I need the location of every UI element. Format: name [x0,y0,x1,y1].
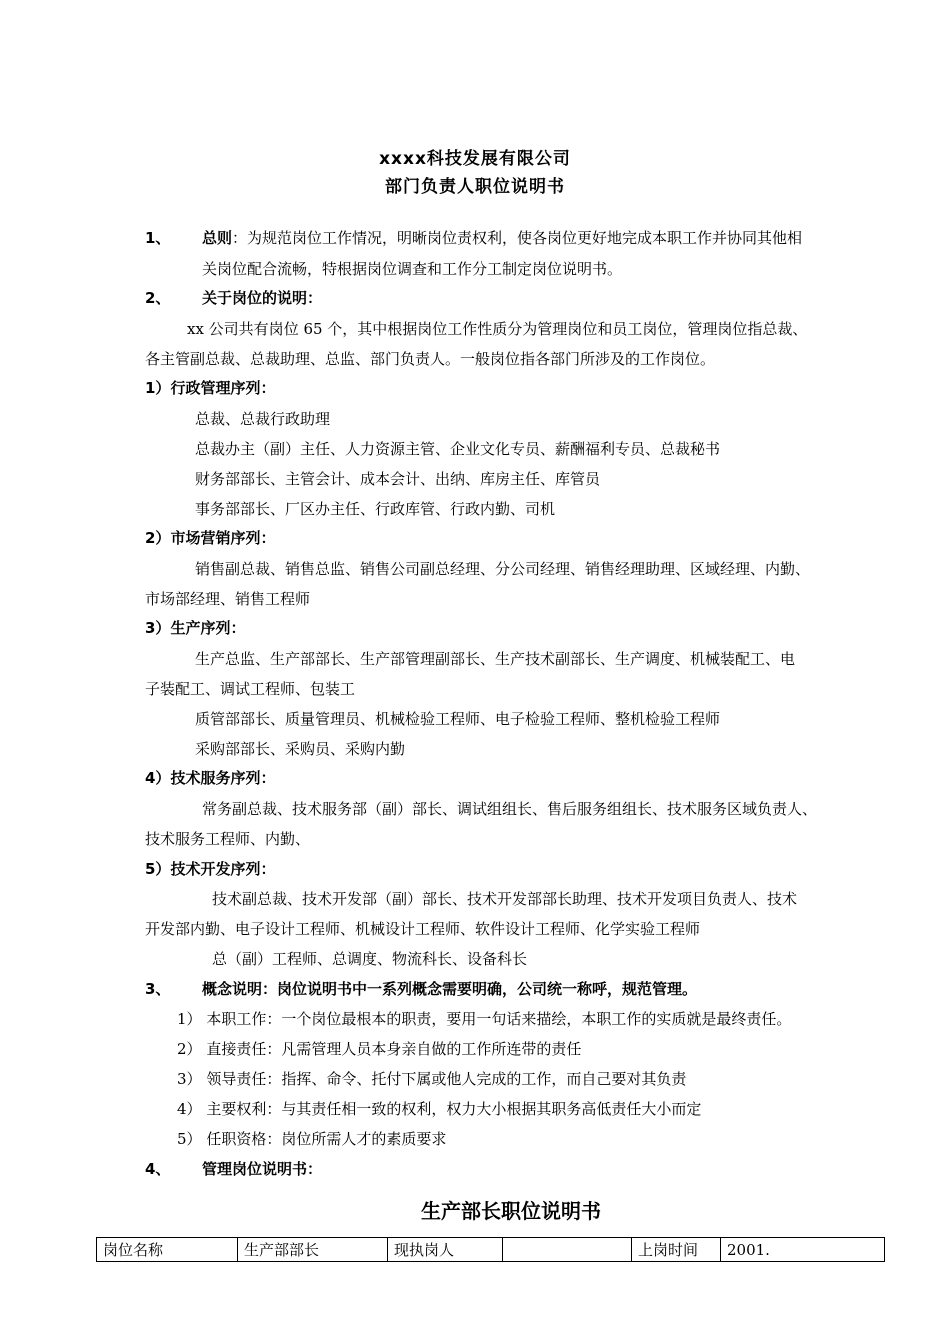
section-1-text: ：为规范岗位工作情况，明晰岗位责权利，使各岗位更好地完成本职工作并协同其他相 [232,229,803,247]
section-2-heading: 关于岗位的说明： [202,289,323,307]
series-1-number: 1） [145,379,171,397]
series-3-number: 3） [145,619,171,637]
series-2-number: 2） [145,529,171,547]
section-1-label: 总则 [202,229,233,247]
series-5-number: 5） [145,860,171,878]
series-4-number: 4） [145,769,171,787]
section-2-para-line-1: xx 公司共有岗位 65 个，其中根据岗位工作性质分为管理岗位和员工岗位，管理岗位指总裁、 [187,320,808,338]
series-3-title: 生产序列： [170,619,246,637]
series-5-line: 技术副总裁、技术开发部（副）部长、技术开发部部长助理、技术开发项目负责人、技术 [212,890,798,908]
concept-item-2 [177,1038,581,1060]
series-1-title: 行政管理序列： [170,379,276,397]
concept-item-3 [177,1068,686,1090]
concept-item-5 [177,1128,446,1150]
table-cell-label: 上岗时间 [632,1238,721,1262]
series-2-line: 销售副总裁、销售总监、销售公司副总经理、分公司经理、销售经理助理、区域经理、内勤、 [195,560,811,578]
table-cell-value [503,1238,632,1262]
job-info-table [96,1237,885,1262]
series-5-line: 总（副）工程师、总调度、物流科长、设备科长 [212,950,528,968]
concept-item-number: 4） [177,1100,202,1118]
series-1-line: 总裁、总裁行政助理 [195,410,331,428]
series-5-title: 技术开发序列： [170,860,276,878]
series-3-line: 子装配工、调试工程师、包装工 [145,680,356,698]
series-5-heading [145,858,275,880]
series-2-heading [145,527,275,549]
series-1-line: 财务部部长、主管会计、成本会计、出纳、库房主任、库管员 [195,470,601,488]
section-1-number: 1、 [145,229,171,247]
series-2-line: 市场部经理、销售工程师 [145,590,311,608]
series-3-line: 生产总监、生产部部长、生产部管理副部长、生产技术副部长、生产调度、机械装配工、电 [195,650,796,668]
concept-item-number: 1） [177,1010,202,1028]
concept-item-number: 2） [177,1040,202,1058]
company-title: xxxx科技发展有限公司 [379,149,571,169]
table-cell-label: 现执岗人 [388,1238,503,1262]
concept-item-1 [177,1008,791,1030]
concept-item-text: 直接责任：凡需管理人员本身亲自做的工作所连带的责任 [206,1040,582,1058]
document-title: 部门负责人职位说明书 [385,177,565,197]
series-1-line: 事务部部长、厂区办主任、行政库管、行政内勤、司机 [195,500,556,518]
series-2-title: 市场营销序列： [170,529,276,547]
section-4-heading: 管理岗位说明书： [202,1160,323,1178]
table-row [97,1238,885,1262]
series-4-line: 技术服务工程师、内勤、 [145,830,311,848]
section-3-number: 3、 [145,980,171,998]
concept-item-text: 本职工作：一个岗位最根本的职责，要用一句话来描绘，本职工作的实质就是最终责任。 [206,1010,792,1028]
concept-item-text: 领导责任：指挥、命令、托付下属或他人完成的工作，而自己要对其负责 [206,1070,687,1088]
job-description-title: 生产部长职位说明书 [421,1199,601,1223]
table-cell-value: 2001. [721,1238,885,1262]
series-1-line: 总裁办主（副）主任、人力资源主管、企业文化专员、薪酬福利专员、总裁秘书 [195,440,721,458]
section-1-line-1 [202,227,802,249]
section-3-heading: 概念说明：岗位说明书中一系列概念需要明确，公司统一称呼，规范管理。 [202,980,698,998]
series-4-line: 常务副总裁、技术服务部（副）部长、调试组组长、售后服务组组长、技术服务区域负责人、 [202,800,818,818]
section-1-line-2: 关岗位配合流畅，特根据岗位调查和工作分工制定岗位说明书。 [202,260,623,278]
series-1-heading [145,377,275,399]
section-4-number: 4、 [145,1160,171,1178]
series-4-title: 技术服务序列： [170,769,276,787]
table-cell-value: 生产部部长 [238,1238,388,1262]
table-cell-label: 岗位名称 [97,1238,238,1262]
concept-item-number: 3） [177,1070,202,1088]
concept-item-text: 主要权利：与其责任相一致的权利，权力大小根据其职务高低责任大小而定 [206,1100,702,1118]
concept-item-text: 任职资格：岗位所需人才的素质要求 [206,1130,447,1148]
series-4-heading [145,767,275,789]
section-2-number: 2、 [145,289,171,307]
series-3-heading [145,617,245,639]
concept-item-4 [177,1098,701,1120]
series-3-line: 采购部部长、采购员、采购内勤 [195,740,406,758]
section-2-para-line-2: 各主管副总裁、总裁助理、总监、部门负责人。一般岗位指各部门所涉及的工作岗位。 [145,350,716,368]
concept-item-number: 5） [177,1130,202,1148]
series-5-line: 开发部内勤、电子设计工程师、机械设计工程师、软件设计工程师、化学实验工程师 [145,920,701,938]
series-3-line: 质管部部长、质量管理员、机械检验工程师、电子检验工程师、整机检验工程师 [195,710,721,728]
